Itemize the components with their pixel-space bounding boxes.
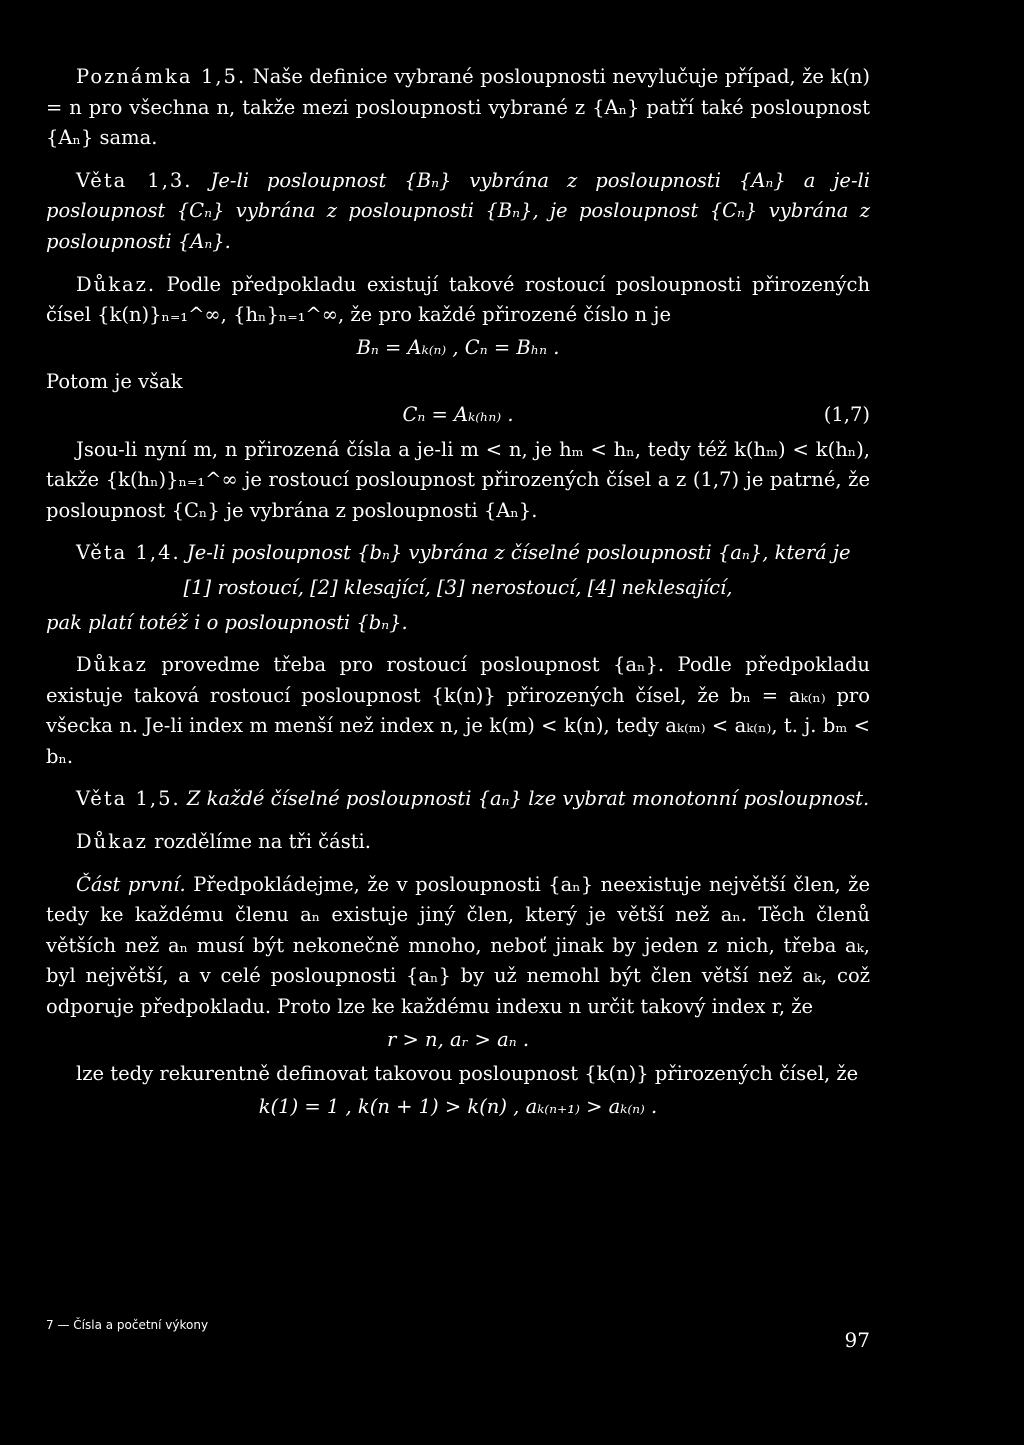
proof-1-5-lead: Důkaz — [76, 830, 148, 854]
page-number: 97 — [844, 1328, 870, 1352]
part-one-lead: Část první. — [76, 872, 186, 896]
proof-1-5-text: rozdělíme na tři části. — [147, 830, 371, 854]
theorem-1-5 — [46, 784, 870, 815]
proof-1-3-lead: Důkaz. — [76, 272, 157, 296]
theorem-1-4-lead: Věta 1,4. — [76, 541, 181, 565]
theorem-1-5-text: Z každé číselné posloupnosti {aₙ} lze vybrat monotonní posloupnost. — [180, 787, 870, 811]
equation-1-7 — [46, 400, 870, 431]
proof-1-4-lead: Důkaz — [76, 653, 148, 677]
proof-1-3 — [46, 270, 870, 331]
proof-1-4-text: provedme třeba pro rostoucí posloupnost {aₙ}. Podle předpokladu existuje taková rostoucí posloupnost {k(n)} přirozených čísel, že bₙ = aₖ₍ₙ₎ pro všecka n. Je-li index m menší než index n, je k(m) < k(n), tedy aₖ₍ₘ₎ < aₖ₍ₙ₎, t. j. bₘ < bₙ. — [46, 653, 870, 768]
jsou-paragraph: Jsou-li nyní m, n přirozená čísla a je-li m < n, je hₘ < hₙ, tedy též k(hₘ) < k(hₙ), takže {k(hₙ)}ₙ₌₁^∞ je rostoucí posloupnost přirozených čísel a z (1,7) je patrné, že posloupnost {Cₙ} je vybrána z posloupnosti {Aₙ}. — [46, 437, 870, 522]
theorem-1-4-text: Je-li posloupnost {bₙ} vybrána z číselné posloupnosti {aₙ}, která je — [180, 541, 851, 565]
equation-number: (1,7) — [823, 402, 870, 426]
theorem-1-4 — [46, 538, 870, 569]
equation-1: Bₙ = Aₖ₍ₙ₎ , Cₙ = Bₕₙ . — [356, 335, 560, 359]
proof-1-4 — [46, 650, 870, 772]
theorem-1-3-lead: Věta 1,3. — [76, 168, 193, 192]
poznamka-paragraph — [46, 62, 870, 154]
proof-1-3-text: Podle předpokladu existují takové rostoucí posloupnosti přirozených čísel {k(n)}ₙ₌₁^∞, {hₙ}ₙ₌₁^∞, že pro každé přirozené číslo n je — [46, 272, 870, 327]
poznamka-text: Naše definice vybrané posloupnosti nevylučuje případ, že k(n) = n pro všechna n, takže mezi posloupnosti vybrané z {Aₙ} patří také posloupnost {Aₙ} sama. — [46, 65, 871, 150]
proof-1-5 — [46, 827, 870, 858]
theorem-1-4-conclusion: pak platí totéž i o posloupnosti {bₙ}. — [46, 610, 408, 634]
equation-1-7-formula: Cₙ = Aₖ₍ₕₙ₎ . — [402, 402, 514, 426]
poznamka-lead: Poznámka 1,5. — [76, 65, 247, 88]
equation-4: k(1) = 1 , k(n + 1) > k(n) , aₖ₍ₙ₊₁₎ > aₖ₍ₙ₎ . — [258, 1094, 658, 1118]
part-one — [46, 870, 870, 1023]
theorem-1-5-lead: Věta 1,5. — [76, 787, 181, 811]
theorem-1-3 — [46, 166, 870, 258]
potom-line: Potom je však — [46, 370, 183, 394]
theorem-1-3-text: Je-li posloupnost {Bₙ} vybrána z posloupnosti {Aₙ} a je-li posloupnost {Cₙ} vybrána z posloupnosti {Bₙ}, je posloupnost {Cₙ} vybrána z posloupnosti {Aₙ}. — [46, 168, 871, 253]
footnote: 7 — Čísla a početní výkony — [46, 1318, 209, 1332]
page-footer — [46, 1318, 870, 1358]
part-one-text: Předpokládejme, že v posloupnosti {aₙ} neexistuje největší člen, že tedy ke každému členu aₙ existuje jiný člen, který je větší než aₙ. Těch členů větších než aₙ musí být nekonečně mnoho, neboť jinak by jeden z nich, třeba aₖ, byl největší, a v celé posloupnosti {aₙ} by už nemohl být člen větší než aₖ, což odporuje předpokladu. Proto lze ke každému indexu n určit takový index r, že — [46, 872, 870, 1019]
equation-3: r > n, aᵣ > aₙ . — [386, 1027, 530, 1051]
monotonic-types-list: [1] rostoucí, [2] klesající, [3] nerostoucí, [4] neklesající, — [183, 575, 733, 599]
lze-paragraph: lze tedy rekurentně definovat takovou posloupnost {k(n)} přirozených čísel, že — [76, 1062, 859, 1086]
page-body — [46, 62, 870, 1126]
